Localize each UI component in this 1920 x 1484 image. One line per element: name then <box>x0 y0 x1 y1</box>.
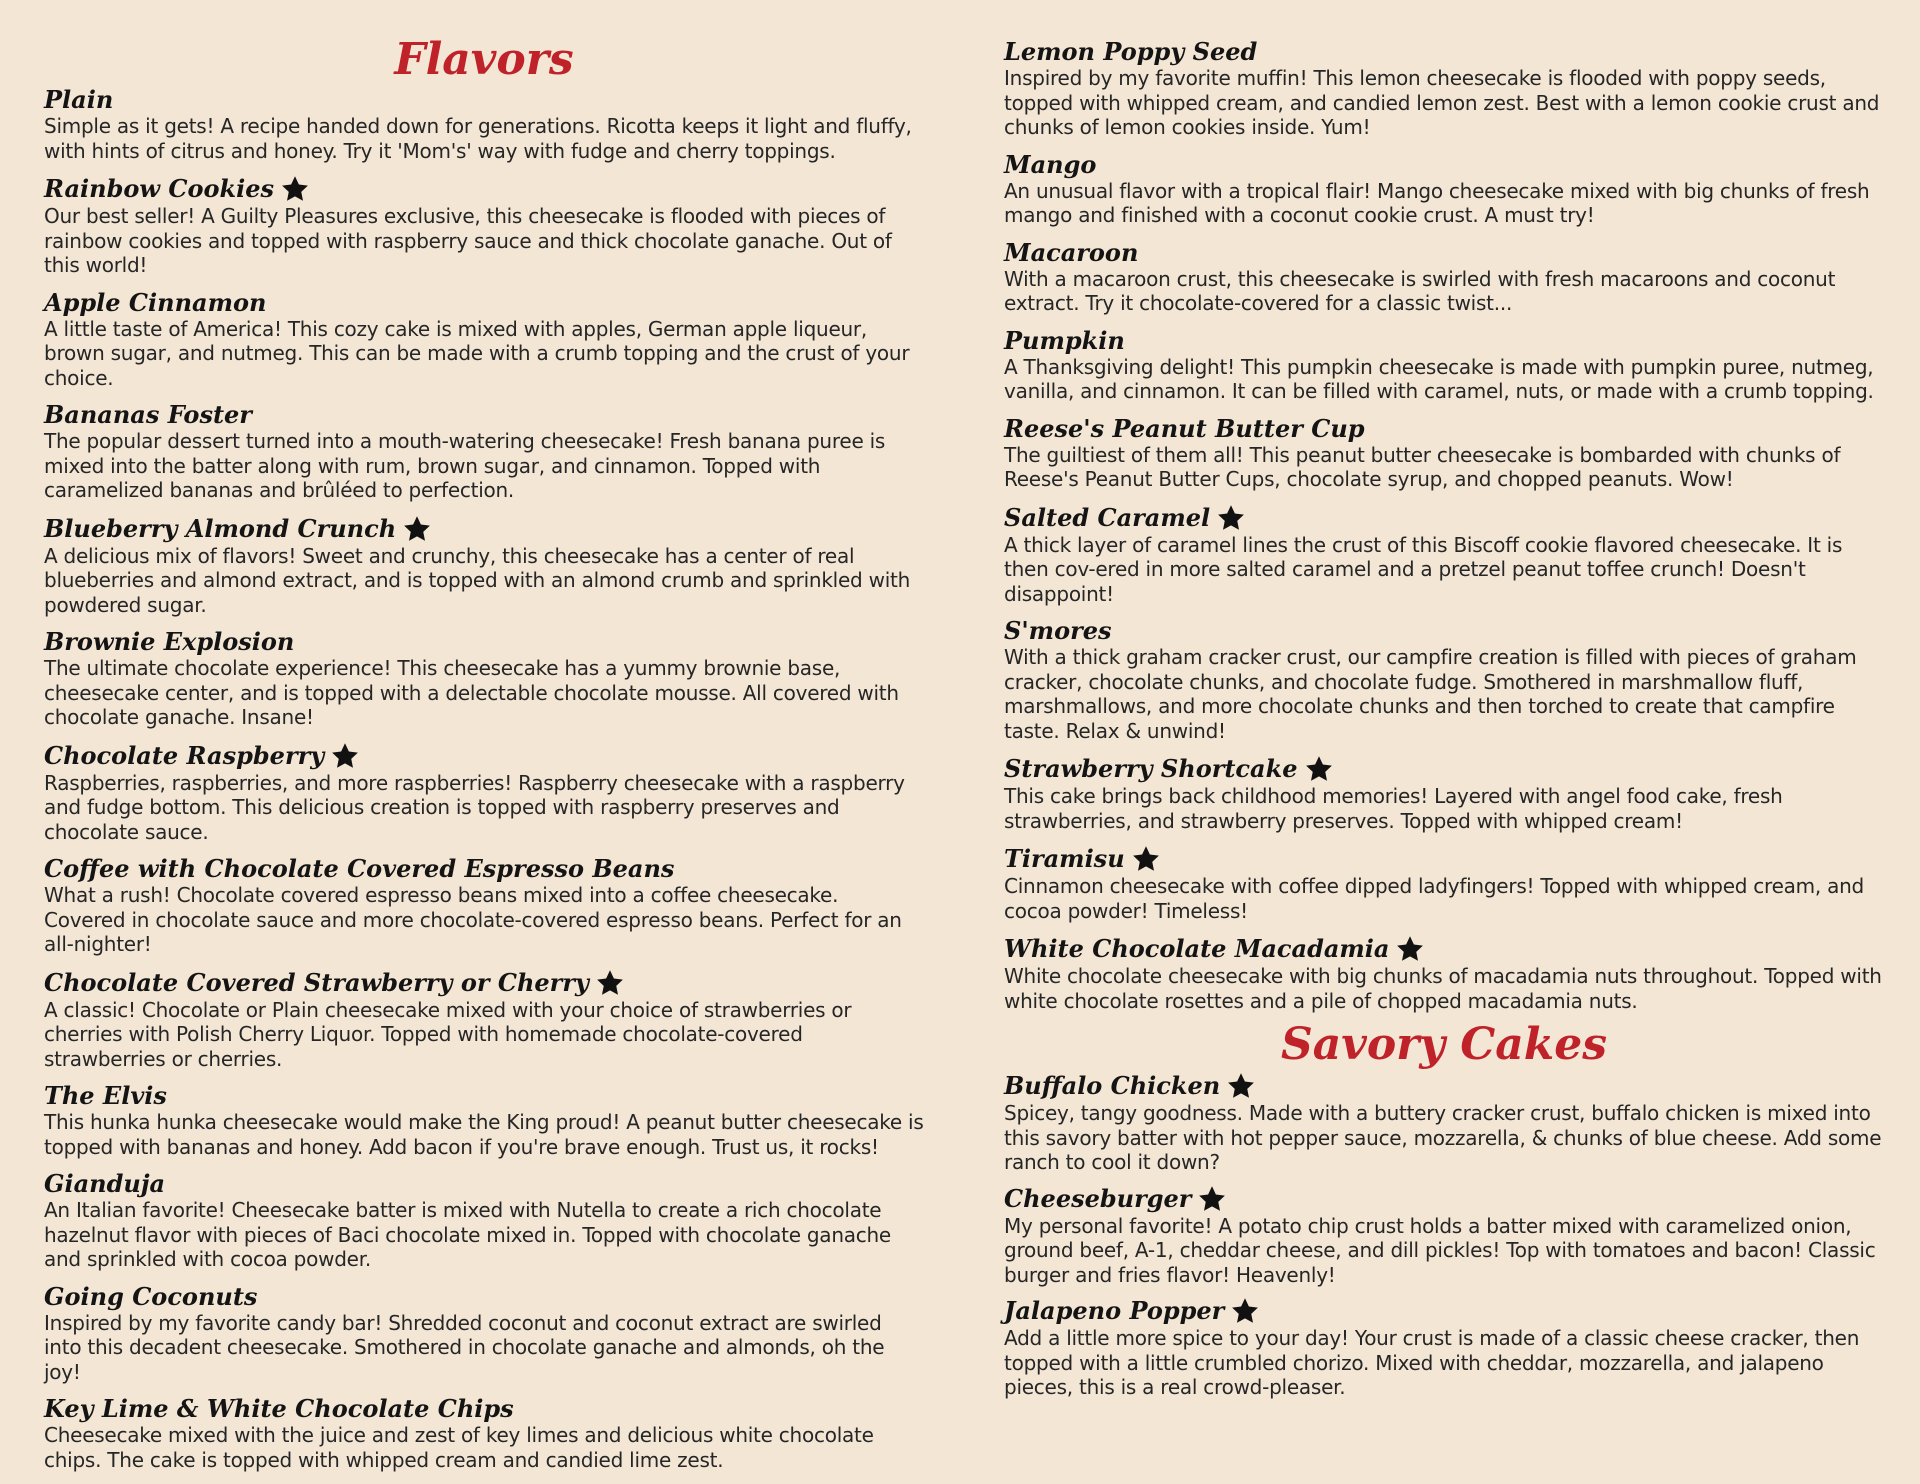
menu-item-name-text: Macaroon <box>1004 237 1139 267</box>
menu-item-description: The ultimate chocolate experience! This cheesecake has a yummy brownie base, cheesecake center, and is topped with a delectable chocolate mousse. All covered with chocolate ganache. Insane! <box>44 656 899 729</box>
menu-item-cheeseburger <box>1004 1184 1884 1288</box>
menu-item-description: With a macaroon crust, this cheesecake is swirled with fresh macaroons and coconut extract. Try it chocolate-covered for a classic twist... <box>1004 266 1836 315</box>
menu-item-description: A classic! Chocolate or Plain cheesecake mixed with your choice of strawberries or cherries with Polish Cherry Liquor. Topped with homemade chocolate-covered strawberries or cherries. <box>44 997 852 1071</box>
menu-item-description: What a rush! Chocolate covered espresso beans mixed into a coffee cheesecake. Covered in chocolate sauce and more chocolate-covered espresso beans. Perfect for an all-nighter! <box>44 883 902 956</box>
left-column <box>44 0 924 1472</box>
menu-item-name <box>44 628 924 656</box>
menu-item-description: Add a little more spice to your day! Your crust is made of a classic cheese cracker, then topped with a little crumbled chorizo. Mixed with cheddar, mozzarella, and jalapeno pieces, this is a real crowd-pleaser. <box>1004 1326 1860 1399</box>
menu-item-name-text: White Chocolate Macadamia <box>1004 934 1390 963</box>
menu-item-name-text: Salted Caramel <box>1004 502 1211 532</box>
menu-item-name-text: Chocolate Covered Strawberry or Cherry <box>44 967 589 997</box>
menu-item-name-text: Blueberry Almond Crunch <box>44 513 397 543</box>
savory-list <box>1004 1071 1884 1400</box>
menu-item-name-text: Brownie Explosion <box>44 627 295 656</box>
flavors-continued-list <box>1004 38 1884 1013</box>
menu-item-name-text: Buffalo Chicken <box>1004 1071 1221 1100</box>
flavors-list <box>44 86 924 1472</box>
menu-item-description: A thick layer of caramel lines the crust of this Biscoff cookie flavored cheesecake. It is then cov-ered in more salted caramel and a pretzel peanut toffee crunch! Doesn't disappoint! <box>1004 532 1843 606</box>
star-icon <box>1226 1071 1256 1101</box>
menu-item-name-text: Mango <box>1004 149 1097 179</box>
menu-item-name <box>44 1283 924 1311</box>
menu-item-name-text: The Elvis <box>44 1081 167 1110</box>
menu-item-plain <box>44 86 924 163</box>
menu-item-name <box>1004 1184 1884 1214</box>
menu-item-name-text: Rainbow Cookies <box>44 174 275 203</box>
menu-item-name-text: Key Lime & White Chocolate Chips <box>44 1394 514 1423</box>
menu-item-lemon-poppy-seed <box>1004 38 1884 140</box>
menu-item-tiramisu <box>1004 844 1884 923</box>
star-icon <box>402 514 432 544</box>
menu-item-name <box>1004 415 1884 443</box>
menu-item-going-coconuts <box>44 1283 924 1385</box>
star-icon <box>1230 1296 1260 1326</box>
menu-item-description: With a thick graham cracker crust, our campfire creation is filled with pieces of graham cracker, chocolate chunks, and chocolate fudge. Smothered in marshmallow fluff, marshmallows, and more chocolate chunks and then torched to create that campfire taste. Relax & unwind! <box>1004 645 1857 743</box>
menu-item-rainbow-cookies <box>44 174 924 278</box>
menu-item-name-text: Coffee with Chocolate Covered Espresso Beans <box>44 854 675 883</box>
menu-item-description: A Thanksgiving delight! This pumpkin cheesecake is made with pumpkin puree, nutmeg, vanilla, and cinnamon. It can be filled with caramel, nuts, or made with a crumb topping. <box>1004 354 1874 403</box>
menu-item-name-text: Plain <box>44 85 114 114</box>
menu-item-the-elvis <box>44 1082 924 1159</box>
menu-item-description: Cheesecake mixed with the juice and zest of key limes and delicious white chocolate chips. The cake is topped with whipped cream and candied lime zest. <box>44 1423 874 1472</box>
menu-item-name <box>44 514 924 544</box>
menu-item-buffalo-chicken <box>1004 1071 1884 1175</box>
menu-item-name-text: Reese's Peanut Butter Cup <box>1004 413 1365 443</box>
menu-item-key-lime-white-chocolate-chips <box>44 1395 924 1472</box>
star-icon <box>280 174 310 204</box>
menu-item-name <box>44 741 924 771</box>
menu-item-name-text: Chocolate Raspberry <box>44 740 325 770</box>
menu-item-name <box>1004 844 1884 874</box>
menu-item-name-text: Apple Cinnamon <box>44 287 267 317</box>
menu-item-name-text: Strawberry Shortcake <box>1004 754 1298 783</box>
menu-item-name-text: Cheeseburger <box>1004 1183 1192 1213</box>
menu-item-name-text: Tiramisu <box>1004 844 1125 873</box>
menu-item-description: The guiltiest of them all! This peanut butter cheesecake is bombarded with chunks of Reese's Peanut Butter Cups, chocolate syrup, and chopped peanuts. Wow! <box>1004 442 1841 491</box>
menu-item-description: Inspired by my favorite candy bar! Shredded coconut and coconut extract are swirled into this decadent cheesecake. Smothered in chocolate ganache and almonds, oh the joy! <box>44 1310 885 1384</box>
star-icon <box>1304 754 1334 784</box>
menu-item-bananas-foster <box>44 401 924 503</box>
star-icon <box>330 741 360 771</box>
menu-item-name <box>44 1395 924 1423</box>
menu-item-name-text: Lemon Poppy Seed <box>1004 37 1258 66</box>
menu-item-description: An unusual flavor with a tropical flair! Mango cheesecake mixed with big chunks of fresh mango and finished with a coconut cookie crust. A must try! <box>1004 178 1870 227</box>
menu-item-name <box>44 855 924 883</box>
menu-item-name-text: Jalapeno Popper <box>1004 1296 1225 1325</box>
menu-item-reese-s-peanut-butter-cup <box>1004 415 1884 492</box>
menu-item-description: Spicey, tangy goodness. Made with a buttery cracker crust, buffalo chicken is mixed into this savory batter with hot pepper sauce, mozzarella, & chunks of blue cheese. Add some ranch to cool it down? <box>1004 1101 1882 1174</box>
menu-item-description: White chocolate cheesecake with big chunks of macadamia nuts throughout. Topped with white chocolate rosettes and a pile of chopped macadamia nuts. <box>1004 964 1882 1013</box>
menu-item-white-chocolate-macadamia <box>1004 934 1884 1013</box>
menu-item-name <box>44 86 924 114</box>
menu-item-name <box>1004 38 1884 66</box>
flavors-title: Flavors <box>394 34 574 85</box>
menu-item-name <box>1004 617 1884 645</box>
menu-item-description: An Italian favorite! Cheesecake batter is mixed with Nutella to create a rich chocolate hazelnut flavor with pieces of Baci chocolate mixed in. Topped with chocolate ganache and sprinkled with cocoa powder. <box>44 1198 891 1271</box>
star-icon <box>1197 1184 1227 1214</box>
menu-item-name-text: Bananas Foster <box>44 400 252 429</box>
menu-item-name <box>1004 239 1884 267</box>
menu-item-name <box>1004 1296 1884 1326</box>
savory-title: Savory Cakes <box>1280 1019 1608 1070</box>
menu-item-name-text: Pumpkin <box>1004 325 1125 355</box>
menu-item-coffee-with-chocolate-covered-espresso-beans <box>44 855 924 957</box>
menu-item-gianduja <box>44 1170 924 1272</box>
menu-item-description: Simple as it gets! A recipe handed down for generations. Ricotta keeps it light and fluffy, with hints of citrus and honey. Try it 'Mom's' way with fudge and cherry toppings. <box>44 114 912 163</box>
menu-item-description: The popular dessert turned into a mouth-watering cheesecake! Fresh banana puree is mixed into the batter along with rum, brown sugar, and cinnamon. Topped with caramelized bananas and brûléed to perfection. <box>44 429 886 502</box>
menu-item-salted-caramel <box>1004 503 1884 607</box>
menu-item-description: This hunka hunka cheesecake would make the King proud! A peanut butter cheesecake is topped with bananas and honey. Add bacon if you're brave enough. Trust us, it rocks! <box>44 1110 924 1159</box>
menu-item-name-text: S'mores <box>1004 616 1112 645</box>
menu-item-description: A delicious mix of flavors! Sweet and crunchy, this cheesecake has a center of real blueberries and almond extract, and is topped with an almond crumb and sprinkled with powdered sugar. <box>44 543 911 617</box>
menu-item-blueberry-almond-crunch <box>44 514 924 618</box>
menu-item-mango <box>1004 151 1884 228</box>
menu-item-name-text: Going Coconuts <box>44 1281 258 1311</box>
menu-item-brownie-explosion <box>44 628 924 730</box>
menu-item-name-text: Gianduja <box>44 1169 166 1198</box>
menu-item-s-mores <box>1004 617 1884 743</box>
menu-item-chocolate-raspberry <box>44 741 924 845</box>
menu-item-jalapeno-popper <box>1004 1296 1884 1400</box>
menu-item-pumpkin <box>1004 327 1884 404</box>
menu-item-description: My personal favorite! A potato chip crust holds a batter mixed with caramelized onion, ground beef, A-1, cheddar cheese, and dill pickles! Top with tomatoes and bacon! Classic burger and fries flavor! Heavenly! <box>1004 1213 1876 1287</box>
menu-item-description: Raspberries, raspberries, and more raspberries! Raspberry cheesecake with a raspberry and fudge bottom. This delicious creation is topped with raspberry preserves and chocolate sauce. <box>44 770 905 844</box>
menu-item-name <box>1004 503 1884 533</box>
menu-item-macaroon <box>1004 239 1884 316</box>
menu-item-name <box>44 1170 924 1198</box>
menu-item-name <box>44 1082 924 1110</box>
star-icon <box>1131 844 1161 874</box>
menu-item-name <box>1004 934 1884 964</box>
menu-item-description: This cake brings back childhood memories! Layered with angel food cake, fresh strawberries, and strawberry preserves. Topped with whipped cream! <box>1004 784 1783 833</box>
menu-item-name <box>44 289 924 317</box>
menu-item-strawberry-shortcake <box>1004 754 1884 833</box>
star-icon <box>1395 934 1425 964</box>
menu-item-description: Our best seller! A Guilty Pleasures exclusive, this cheesecake is flooded with pieces of rainbow cookies and topped with raspberry sauce and thick chocolate ganache. Out of this world! <box>44 204 892 277</box>
menu-item-description: Cinnamon cheesecake with coffee dipped ladyfingers! Topped with whipped cream, and cocoa powder! Timeless! <box>1004 874 1864 923</box>
menu-item-description: A little taste of America! This cozy cake is mixed with apples, German apple liqueur, brown sugar, and nutmeg. This can be made with a crumb topping and the crust of your choice. <box>44 316 910 390</box>
right-column <box>1004 0 1884 1400</box>
menu-item-name <box>1004 1071 1884 1101</box>
menu-item-apple-cinnamon <box>44 289 924 391</box>
star-icon <box>595 968 625 998</box>
menu-item-name <box>1004 327 1884 355</box>
menu-item-name <box>44 174 924 204</box>
menu-item-name <box>44 401 924 429</box>
menu-item-chocolate-covered-strawberry-or-cherry <box>44 968 924 1072</box>
star-icon <box>1216 503 1246 533</box>
menu-item-description: Inspired by my favorite muffin! This lemon cheesecake is flooded with poppy seeds, topped with whipped cream, and candied lemon zest. Best with a lemon cookie crust and chunks of lemon cookies inside. Yum! <box>1004 66 1880 139</box>
menu-item-name <box>44 968 924 998</box>
menu-item-name <box>1004 754 1884 784</box>
menu-item-name <box>1004 151 1884 179</box>
